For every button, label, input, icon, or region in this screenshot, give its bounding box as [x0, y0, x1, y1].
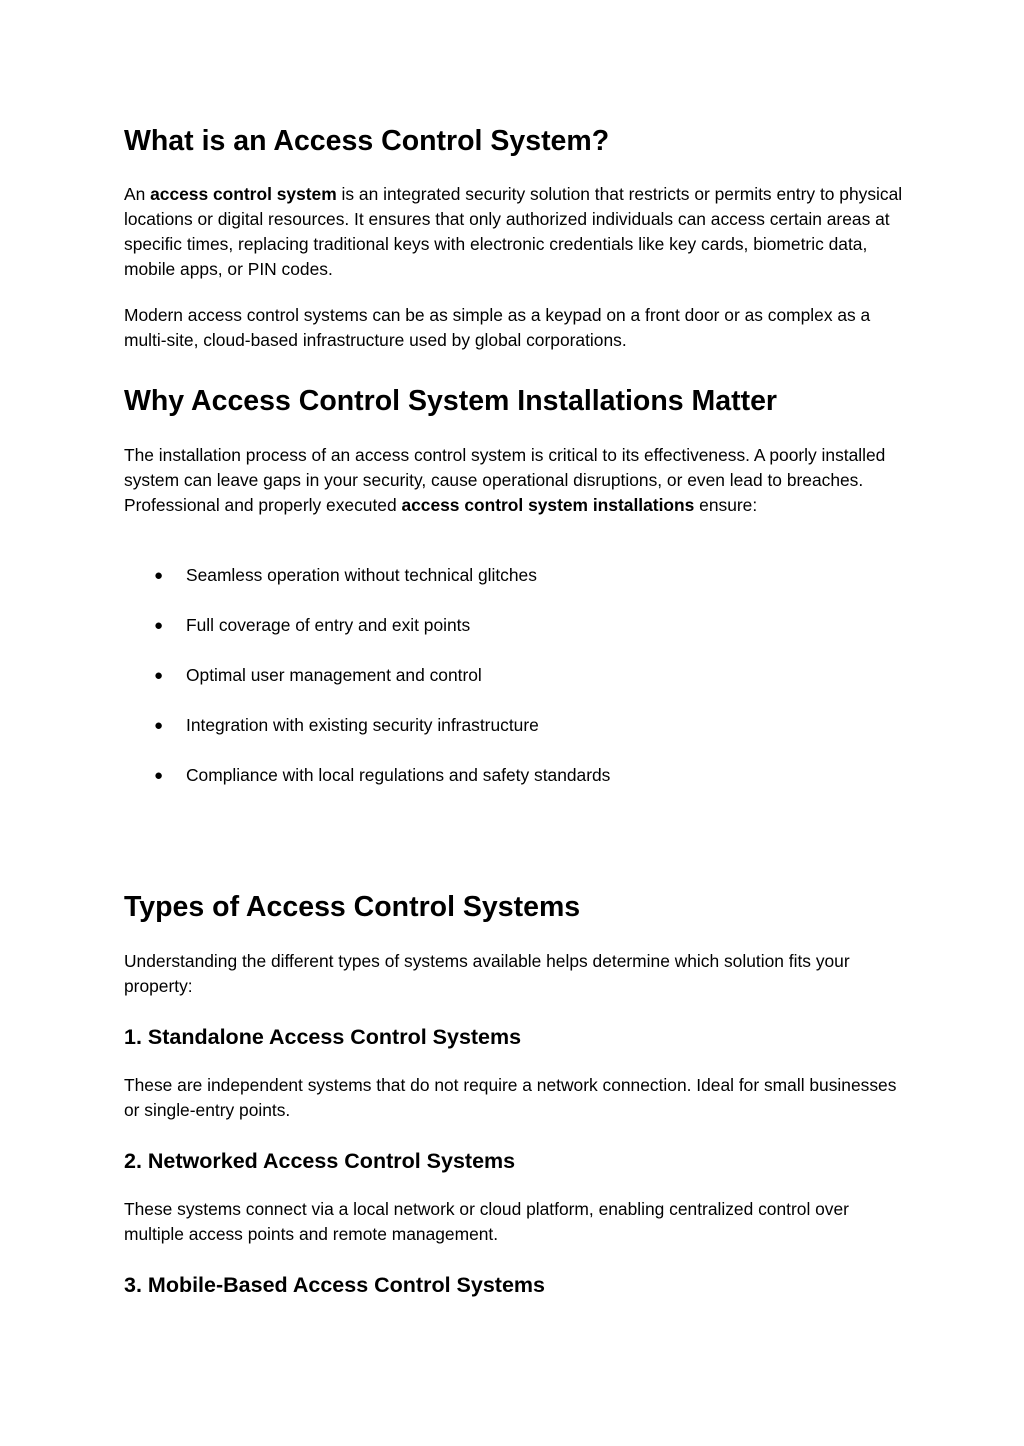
- section-heading-why-installations: Why Access Control System Installations Matter: [124, 385, 778, 417]
- paragraph-types-intro: Understanding the different types of systems available helps determine which solution fits your property:: [124, 951, 850, 996]
- section-heading-what-is: What is an Access Control System?: [124, 125, 610, 157]
- bullet-icon: ●: [154, 717, 164, 734]
- list-item-text: Full coverage of entry and exit points: [186, 615, 471, 635]
- list-item-text: Seamless operation without technical glitches: [186, 565, 537, 585]
- paragraph-definition: [124, 182, 904, 282]
- bullet-icon: ●: [154, 767, 164, 784]
- subheading-mobile-based: 3. Mobile-Based Access Control Systems: [124, 1273, 545, 1297]
- list-item-text: Compliance with local regulations and safety standards: [186, 765, 611, 785]
- paragraph-modern-systems: Modern access control systems can be as simple as a keypad on a front door or as complex as a multi-site, cloud-based infrastructure used by global corporations.: [124, 305, 871, 350]
- paragraph-definition-rest: is an integrated security solution that restricts or permits entry to physical locations or digital resources. It ensures that only authorized individuals can access certain areas at specific times, replacing traditional keys with electronic credentials like key cards, biometric data, mobile apps, or PIN codes.: [124, 184, 903, 279]
- paragraph-definition-bold: access control system: [150, 184, 337, 204]
- paragraph-installation: [124, 443, 904, 518]
- paragraph-definition-prefix: An: [124, 184, 151, 204]
- list-item-text: Optimal user management and control: [186, 665, 482, 685]
- paragraph-installation-rest: ensure:: [694, 495, 758, 515]
- paragraph-networked: These systems connect via a local network or cloud platform, enabling centralized control over multiple access points and remote management.: [124, 1199, 849, 1244]
- section-heading-types: Types of Access Control Systems: [124, 891, 581, 923]
- bullet-icon: ●: [154, 617, 164, 634]
- bullet-icon: ●: [154, 567, 164, 584]
- paragraph-standalone: These are independent systems that do not require a network connection. Ideal for small businesses or single-entry points.: [124, 1075, 897, 1120]
- paragraph-installation-prefix: The installation process of an access control system is critical to its effectiveness. A poorly installed system can leave gaps in your security, cause operational disruptions, or even lead to breaches. Professional and properly executed: [124, 445, 886, 515]
- paragraph-installation-bold: access control system installations: [401, 495, 695, 515]
- list-item-text: Integration with existing security infrastructure: [186, 715, 539, 735]
- subheading-networked: 2. Networked Access Control Systems: [124, 1149, 516, 1173]
- subheading-standalone: 1. Standalone Access Control Systems: [124, 1025, 522, 1049]
- bullet-icon: ●: [154, 667, 164, 684]
